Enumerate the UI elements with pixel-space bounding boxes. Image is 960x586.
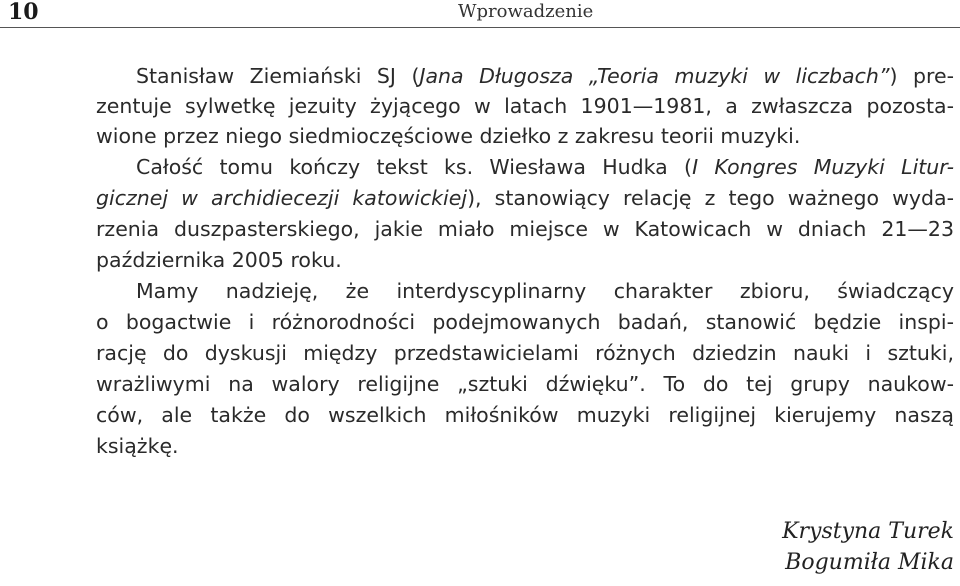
article-title: gicznej w archidiecezji katowickiej <box>96 186 468 210</box>
signature-author: Krystyna Turek <box>782 519 954 544</box>
text-line: ców, ale także do wszelkich miłośników muzyki religijnej kierujemy naszą <box>96 403 954 427</box>
text-line: Mamy nadzieję, że interdyscyplinarny charakter zbioru, świadczący <box>136 279 954 303</box>
page-number: 10 <box>8 0 39 25</box>
text-line: rzenia duszpasterskiego, jakie miało miejsce w Katowicach w dniach 21—23 <box>96 217 954 241</box>
text-span: ), stanowiący relację z tego ważnego wyda- <box>467 186 954 210</box>
text-line: książkę. <box>96 434 179 458</box>
text-line <box>136 61 954 91</box>
text-span: ) pre- <box>889 64 954 88</box>
text-line: wrażliwymi na walory religijne „sztuki dźwięku”. To do tej grupy naukow- <box>96 372 954 396</box>
text-line: zentuje sylwetkę jezuity żyjącego w latach 1901—1981, a zwłaszcza pozosta- <box>96 94 954 118</box>
article-title: I Kongres Muzyki Litur- <box>692 155 955 179</box>
header-rule <box>0 27 960 28</box>
text-line: o bogactwie i różnorodności podejmowanych badań, stanowić będzie inspi- <box>96 310 954 334</box>
text-span: Całość tomu kończy tekst ks. Wiesława Hudka ( <box>136 155 693 179</box>
text-line <box>96 183 954 213</box>
signatures <box>782 516 954 578</box>
running-head: Wprowadzenie <box>458 1 594 22</box>
signature-author: Bogumiła Mika <box>785 550 954 575</box>
book-title: Jana Długosza „Teoria muzyki w liczbach” <box>419 64 890 88</box>
text-line: rację do dyskusji między przedstawicielami różnych dziedzin nauki i sztuki, <box>96 341 954 365</box>
text-line: października 2005 roku. <box>96 248 342 272</box>
text-line: wione przez niego siedmioczęściowe dziełko z zakresu teorii muzyki. <box>96 124 801 148</box>
page-header <box>0 0 960 26</box>
text-span: Stanisław Ziemiański SJ ( <box>136 64 420 88</box>
text-line <box>136 152 954 182</box>
